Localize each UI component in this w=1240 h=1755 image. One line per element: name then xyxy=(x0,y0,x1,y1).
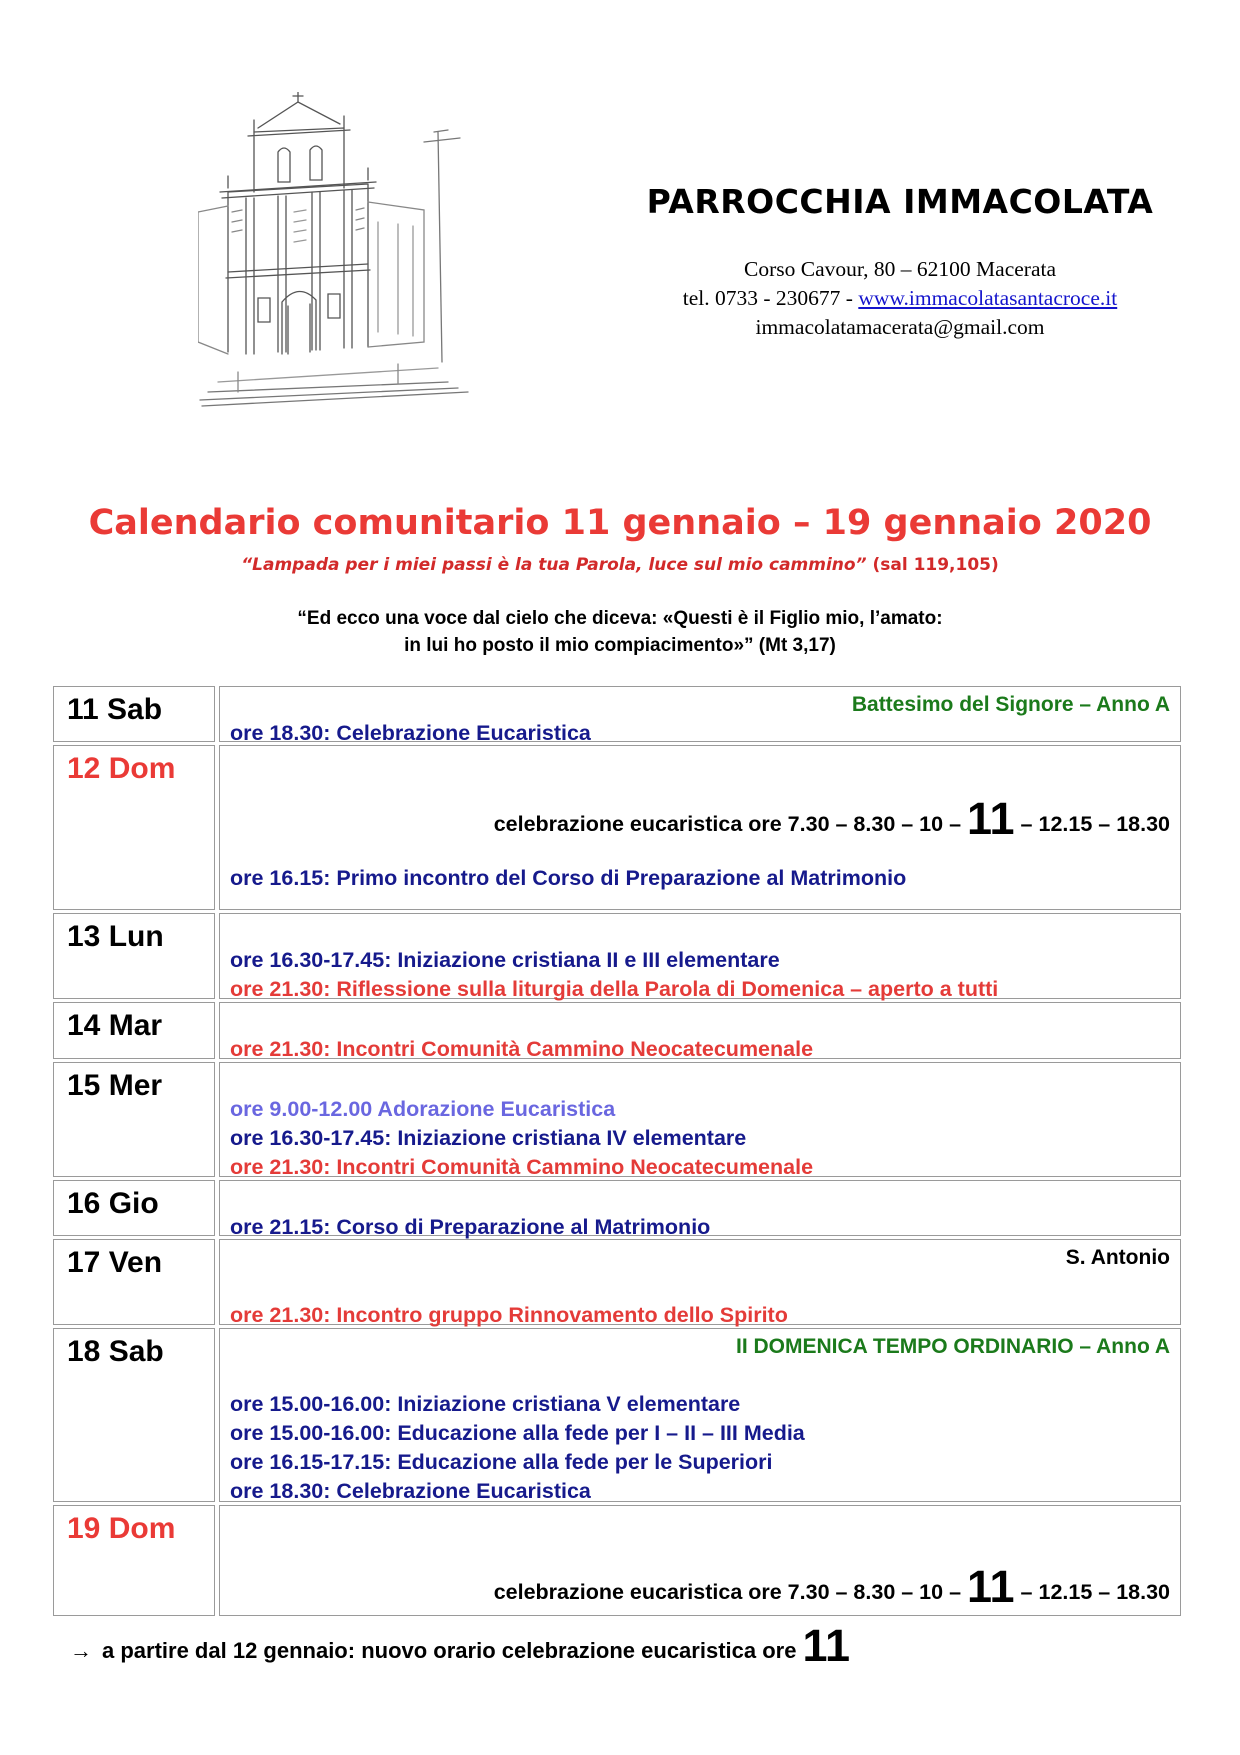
feast-label: II DOMENICA TEMPO ORDINARIO – Anno A xyxy=(736,1335,1170,1358)
motto-reference: (sal 119,105) xyxy=(872,555,999,575)
mass-times-prefix: celebrazione eucaristica ore 7.30 – 8.30 – 10 – xyxy=(493,1580,967,1604)
calendar-row xyxy=(53,1239,1181,1325)
events-cell xyxy=(219,745,1181,910)
arrow-icon: → xyxy=(70,1638,92,1663)
motto-text: “Lampada per i miei passi è la tua Parola, luce sul mio cammino” xyxy=(241,555,867,575)
mass-times-suffix: – 12.15 – 18.30 xyxy=(1014,1580,1170,1604)
event-line: ore 21.30: Riflessione sulla liturgia della Parola di Domenica – aperto a tutti xyxy=(230,977,999,1001)
calendar-table xyxy=(53,686,1181,1619)
events-cell xyxy=(219,1002,1181,1059)
day-cell: 14 Mar xyxy=(53,1002,215,1059)
feast-label: Battesimo del Signore – Anno A xyxy=(851,693,1170,716)
website-link[interactable]: www.immacolatasantacroce.it xyxy=(858,286,1118,310)
gospel-verse xyxy=(0,605,1240,659)
mass-time-highlight: 11 xyxy=(967,793,1015,844)
church-sketch-logo xyxy=(198,92,484,410)
day-cell: 11 Sab xyxy=(53,686,215,742)
event-line: ore 18.30: Celebrazione Eucaristica xyxy=(230,1479,591,1503)
mass-times xyxy=(230,1561,1170,1612)
calendar-row xyxy=(53,686,1181,745)
events-cell xyxy=(219,1239,1181,1325)
calendar-row xyxy=(53,1062,1181,1177)
day-cell: 16 Gio xyxy=(53,1180,215,1236)
calendar-row xyxy=(53,1002,1181,1059)
mass-times xyxy=(230,793,1170,844)
day-cell: 17 Ven xyxy=(53,1239,215,1325)
calendar-row xyxy=(53,1180,1181,1239)
event-line: ore 16.30-17.45: Iniziazione cristiana II e III elementare xyxy=(230,948,780,972)
calendar-row xyxy=(53,913,1181,999)
event-line: ore 15.00-16.00: Iniziazione cristiana V elementare xyxy=(230,1392,741,1416)
events-cell xyxy=(219,913,1181,999)
event-line: ore 9.00-12.00 Adorazione Eucaristica xyxy=(230,1097,616,1121)
day-cell: 18 Sab xyxy=(53,1328,215,1502)
events-cell xyxy=(219,686,1181,745)
mass-times-prefix: celebrazione eucaristica ore 7.30 – 8.30 – 10 – xyxy=(493,812,967,836)
parish-phone-line xyxy=(600,284,1200,313)
events-cell xyxy=(219,1062,1181,1177)
day-cell: 19 Dom xyxy=(53,1505,215,1616)
event-line: ore 18.30: Celebrazione Eucaristica xyxy=(230,721,591,745)
event-line: ore 16.15: Primo incontro del Corso di Preparazione al Matrimonio xyxy=(230,866,907,890)
events-cell xyxy=(219,1505,1181,1616)
parish-name: PARROCCHIA IMMACOLATA xyxy=(646,182,1154,221)
mass-time-highlight: 11 xyxy=(967,1561,1015,1612)
event-line: ore 16.30-17.45: Iniziazione cristiana IV elementare xyxy=(230,1126,747,1150)
calendar-row xyxy=(53,1505,1181,1616)
event-line: ore 16.15-17.15: Educazione alla fede per le Superiori xyxy=(230,1450,773,1474)
day-cell: 15 Mer xyxy=(53,1062,215,1177)
events-cell xyxy=(219,1180,1181,1239)
schedule-note-text: a partire dal 12 gennaio: nuovo orario celebrazione eucaristica ore xyxy=(102,1638,797,1663)
event-line: ore 21.30: Incontro gruppo Rinnovamento dello Spirito xyxy=(230,1303,788,1327)
schedule-note xyxy=(70,1620,850,1672)
day-cell: 12 Dom xyxy=(53,745,215,910)
parish-phone: tel. 0733 - 230677 - xyxy=(682,286,859,310)
parish-header xyxy=(600,182,1200,221)
mass-times-suffix: – 12.15 – 18.30 xyxy=(1014,812,1170,836)
feast-label: S. Antonio xyxy=(1065,1246,1170,1269)
calendar-row xyxy=(53,745,1181,910)
event-line: ore 15.00-16.00: Educazione alla fede per I – II – III Media xyxy=(230,1421,805,1445)
parish-email: immacolatamacerata@gmail.com xyxy=(755,315,1045,339)
calendar-motto xyxy=(0,555,1240,575)
verse-line-1: “Ed ecco una voce dal cielo che diceva: «Questi è il Figlio mio, l’amato: xyxy=(297,608,943,629)
events-cell xyxy=(219,1328,1181,1502)
event-line: ore 21.30: Incontri Comunità Cammino Neocatecumenale xyxy=(230,1155,814,1179)
verse-line-2: in lui ho posto il mio compiacimento»” (Mt 3,17) xyxy=(404,635,836,656)
parish-address: Corso Cavour, 80 – 62100 Macerata xyxy=(743,257,1056,281)
event-line: ore 21.30: Incontri Comunità Cammino Neocatecumenale xyxy=(230,1037,814,1061)
calendar-title: Calendario comunitario 11 gennaio – 19 gennaio 2020 xyxy=(88,503,1152,543)
day-cell: 13 Lun xyxy=(53,913,215,999)
event-line: ore 21.15: Corso di Preparazione al Matrimonio xyxy=(230,1215,711,1239)
parish-contacts xyxy=(600,255,1200,342)
schedule-note-time: 11 xyxy=(802,1620,851,1671)
calendar-row xyxy=(53,1328,1181,1502)
